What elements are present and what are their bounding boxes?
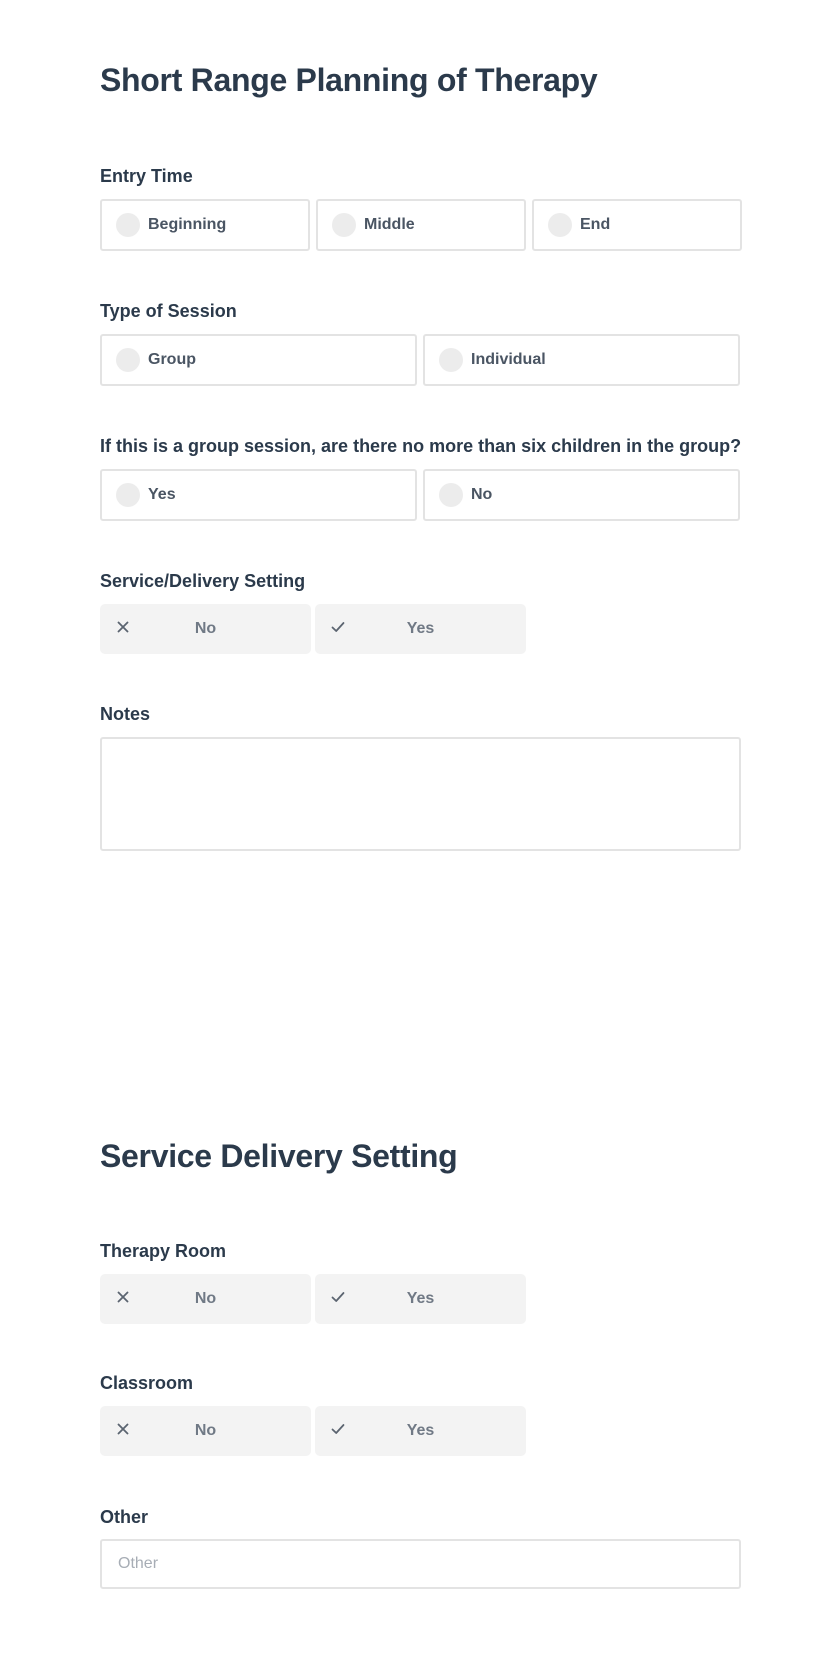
radio-circle	[116, 213, 140, 237]
toggle-label: Yes	[406, 620, 435, 637]
radio-option-yes[interactable]	[100, 469, 417, 521]
radio-option-individual[interactable]	[423, 334, 740, 386]
classroom-toggle	[100, 1406, 526, 1456]
radio-circle	[439, 483, 463, 507]
notes-textarea[interactable]	[100, 737, 741, 851]
radio-circle	[116, 483, 140, 507]
no-toggle-button[interactable]	[100, 1274, 311, 1324]
no-toggle-button[interactable]	[100, 1406, 311, 1456]
toggle-label: No	[194, 1422, 217, 1439]
session-type-radio-group	[100, 334, 740, 386]
radio-option-label: Individual	[471, 351, 546, 368]
toggle-label: No	[194, 620, 217, 637]
radio-option-group[interactable]	[100, 334, 417, 386]
radio-option-label: End	[580, 216, 611, 233]
yes-toggle-button[interactable]	[315, 1406, 526, 1456]
other-label: Other	[100, 1507, 149, 1527]
toggle-label: No	[194, 1290, 217, 1307]
therapy-room-label: Therapy Room	[100, 1241, 227, 1261]
group-size-radio-group	[100, 469, 740, 521]
therapy-room-toggle	[100, 1274, 526, 1324]
radio-circle	[116, 348, 140, 372]
radio-option-no[interactable]	[423, 469, 740, 521]
radio-circle	[439, 348, 463, 372]
radio-option-label: No	[471, 486, 493, 503]
service-delivery-label: Service/Delivery Setting	[100, 571, 306, 591]
other-input[interactable]	[100, 1539, 741, 1589]
notes-label: Notes	[100, 704, 151, 724]
entry-time-label: Entry Time	[100, 166, 193, 186]
radio-option-label: Middle	[364, 216, 415, 233]
section-title: Service Delivery Setting	[100, 1138, 458, 1174]
no-toggle-button[interactable]	[100, 604, 311, 654]
radio-option-label: Group	[148, 351, 196, 368]
radio-option-label: Beginning	[148, 216, 227, 233]
radio-option-end[interactable]	[532, 199, 742, 251]
radio-circle	[332, 213, 356, 237]
page-title: Short Range Planning of Therapy	[100, 62, 598, 98]
radio-option-beginning[interactable]	[100, 199, 310, 251]
classroom-label: Classroom	[100, 1373, 194, 1393]
yes-toggle-button[interactable]	[315, 1274, 526, 1324]
radio-option-middle[interactable]	[316, 199, 526, 251]
radio-option-label: Yes	[148, 486, 176, 503]
toggle-label: Yes	[406, 1422, 435, 1439]
group-size-label: If this is a group session, are there no more than six children in the group?	[100, 436, 742, 456]
session-type-label: Type of Session	[100, 301, 237, 321]
service-delivery-toggle	[100, 604, 526, 654]
yes-toggle-button[interactable]	[315, 604, 526, 654]
entry-time-radio-group	[100, 199, 742, 251]
radio-circle	[548, 213, 572, 237]
toggle-label: Yes	[406, 1290, 435, 1307]
